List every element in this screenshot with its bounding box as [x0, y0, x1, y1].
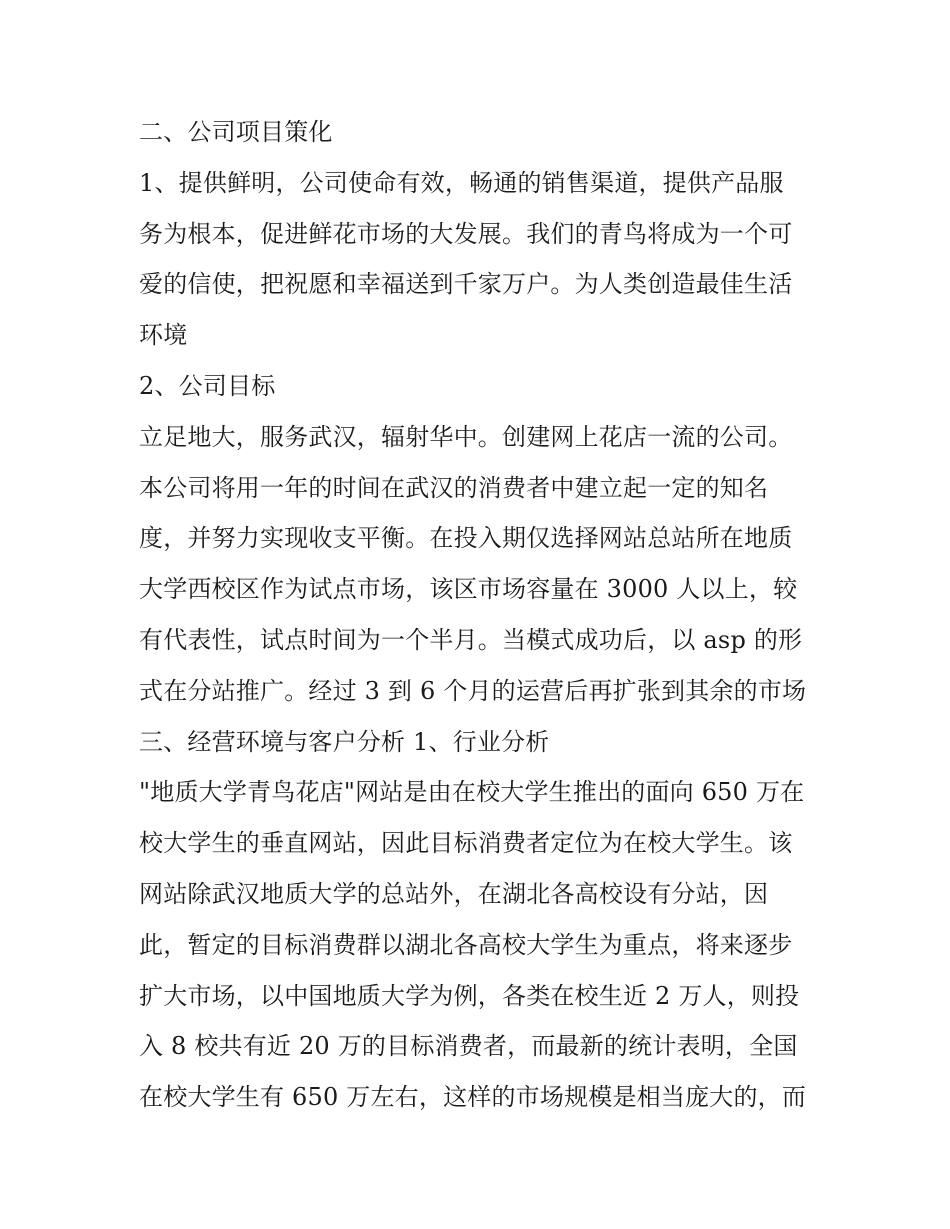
- paragraph-line: 式在分站推广。经过 3 到 6 个月的运营后再扩张到其余的市场: [139, 676, 807, 705]
- paragraph-line: 扩大市场，以中国地质大学为例，各类在校生近 2 万人，则投: [139, 981, 800, 1010]
- paragraph-line: 环境: [139, 321, 188, 350]
- paragraph-line: 大学西校区作为试点市场，该区市场容量在 3000 人以上，较: [139, 575, 798, 604]
- paragraph-line: 网站除武汉地质大学的总站外，在湖北各高校设有分站，因: [139, 879, 769, 908]
- paragraph-line: 入 8 校共有近 20 万的目标消费者，而最新的统计表明，全国: [139, 1032, 798, 1061]
- subheading-company-goals: 2、公司目标: [139, 371, 276, 400]
- section-heading-environment-analysis: 三、经营环境与客户分析 1、行业分析: [139, 727, 550, 756]
- paragraph-line: 立足地大，服务武汉，辐射华中。创建网上花店一流的公司。: [139, 422, 793, 451]
- section-heading-project-planning: 二、公司项目策化: [139, 118, 333, 146]
- paragraph-line: 爱的信使，把祝愿和幸福送到千家万户。为人类创造最佳生活: [139, 270, 793, 299]
- paragraph-line: "地质大学青鸟花店"网站是由在校大学生推出的面向 650 万在: [139, 778, 805, 807]
- paragraph-line: 此，暂定的目标消费群以湖北各高校大学生为重点，将来逐步: [139, 930, 793, 959]
- paragraph-line: 校大学生的垂直网站，因此目标消费者定位为在校大学生。该: [139, 829, 793, 858]
- paragraph-line: 在校大学生有 650 万左右，这样的市场规模是相当庞大的，而: [139, 1083, 807, 1112]
- paragraph-line: 1、提供鲜明，公司使命有效，畅通的销售渠道，提供产品服: [139, 168, 784, 197]
- paragraph-line: 有代表性，试点时间为一个半月。当模式成功后，以 asp 的形: [139, 625, 803, 654]
- document-body: [139, 107, 819, 1123]
- paragraph-line: 本公司将用一年的时间在武汉的消费者中建立起一定的知名: [139, 473, 769, 502]
- paragraph-line: 度，并努力实现收支平衡。在投入期仅选择网站总站所在地质: [139, 524, 793, 553]
- paragraph-line: 务为根本，促进鲜花市场的大发展。我们的青鸟将成为一个可: [139, 219, 793, 248]
